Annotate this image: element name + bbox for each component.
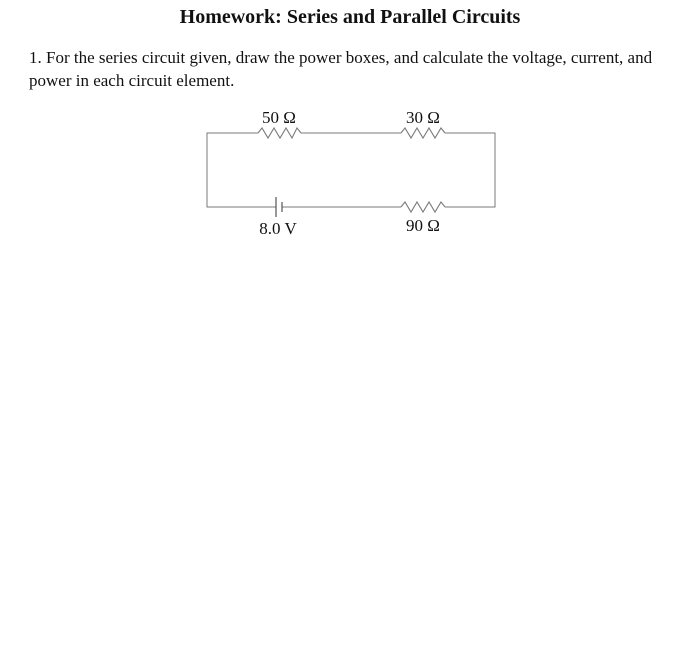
resistor-90-ohm	[401, 202, 445, 212]
wire-top-left	[207, 133, 276, 207]
label-50-ohm: 50 Ω	[262, 108, 296, 127]
battery	[276, 197, 282, 217]
resistor-50-ohm	[258, 128, 301, 138]
resistor-30-ohm	[401, 128, 445, 138]
label-30-ohm: 30 Ω	[406, 108, 440, 127]
question-number: 1.	[29, 48, 42, 67]
label-90-ohm: 90 Ω	[406, 216, 440, 235]
wire-right	[445, 133, 495, 207]
page-title: Homework: Series and Parallel Circuits	[179, 6, 521, 28]
label-battery-voltage: 8.0 V	[259, 219, 297, 238]
question-text: For the series circuit given, draw the power boxes, and calculate the voltage, current, and power in each circuit element.	[29, 48, 653, 90]
